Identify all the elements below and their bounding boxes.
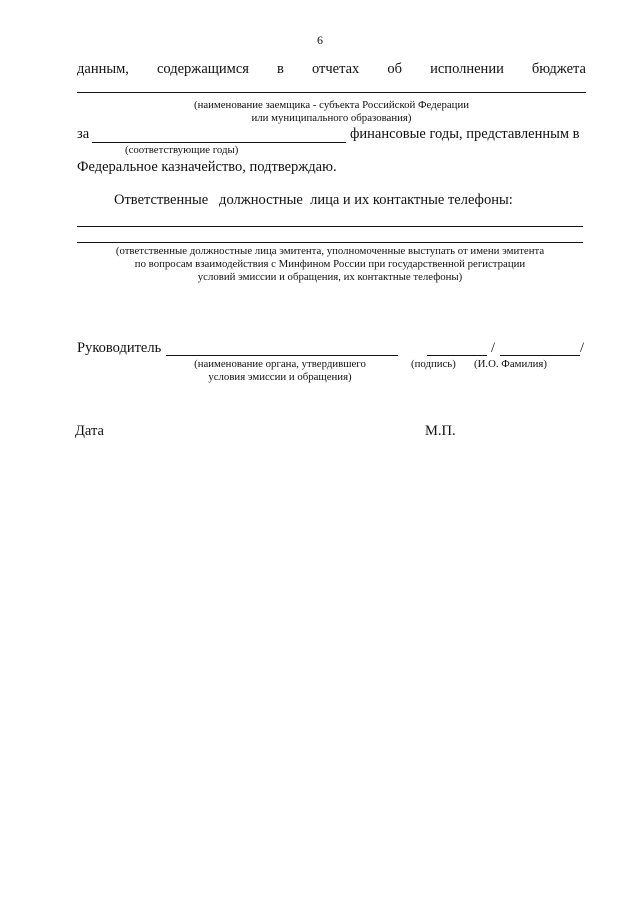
page-number: 6 (317, 33, 323, 47)
signature-caption: (подпись) (411, 358, 456, 370)
body-name-line[interactable] (166, 355, 398, 356)
statement-line-1 (77, 61, 586, 78)
caption-line: или муниципального образования) (251, 112, 412, 124)
word: отчетах (311, 61, 360, 77)
date-label: Дата (75, 423, 104, 439)
years-line[interactable] (92, 142, 346, 143)
word: об (387, 61, 403, 77)
slash: / (580, 340, 585, 356)
years-caption: (соответствующие годы) (125, 144, 239, 156)
caption-line: условий эмиссии и обращения, их контактные телефоны) (197, 271, 463, 283)
slash: / (491, 340, 496, 356)
treasury-line: Федеральное казначейство, подтверждаю. (77, 159, 337, 175)
caption-line: условия эмиссии и обращения) (208, 371, 352, 383)
full-name-line[interactable] (500, 355, 580, 356)
body-caption (170, 358, 390, 384)
name-caption: (И.О. Фамилия) (474, 358, 547, 370)
signature-line[interactable] (427, 355, 487, 356)
caption-line: по вопросам взаимодействия с Минфином России при государственной регистрации (134, 258, 526, 270)
stamp-label: М.П. (425, 423, 456, 439)
responsible-line-2[interactable] (77, 242, 583, 243)
responsible-caption (77, 245, 583, 284)
responsible-heading: Ответственные должностные лица и их контактные телефоны: (114, 192, 513, 208)
word: в (277, 61, 284, 77)
word: исполнении (430, 61, 504, 77)
years-tail: финансовые годы, представленным в (350, 126, 580, 142)
word: содержащимся (156, 61, 249, 77)
caption-line: (наименование органа, утвердившего (194, 358, 366, 370)
borrower-caption (77, 99, 586, 125)
caption-line: (ответственные должностные лица эмитента, уполномоченные выступать от имени эмитента (115, 245, 545, 257)
word: данным, (77, 61, 129, 77)
head-label: Руководитель (77, 340, 162, 356)
caption-line: (наименование заемщика - субъекта Российской Федерации (193, 99, 470, 111)
responsible-line-1[interactable] (77, 226, 583, 227)
word: бюджета (531, 61, 586, 77)
borrower-name-line[interactable] (77, 92, 586, 93)
za-label: за (77, 126, 90, 142)
